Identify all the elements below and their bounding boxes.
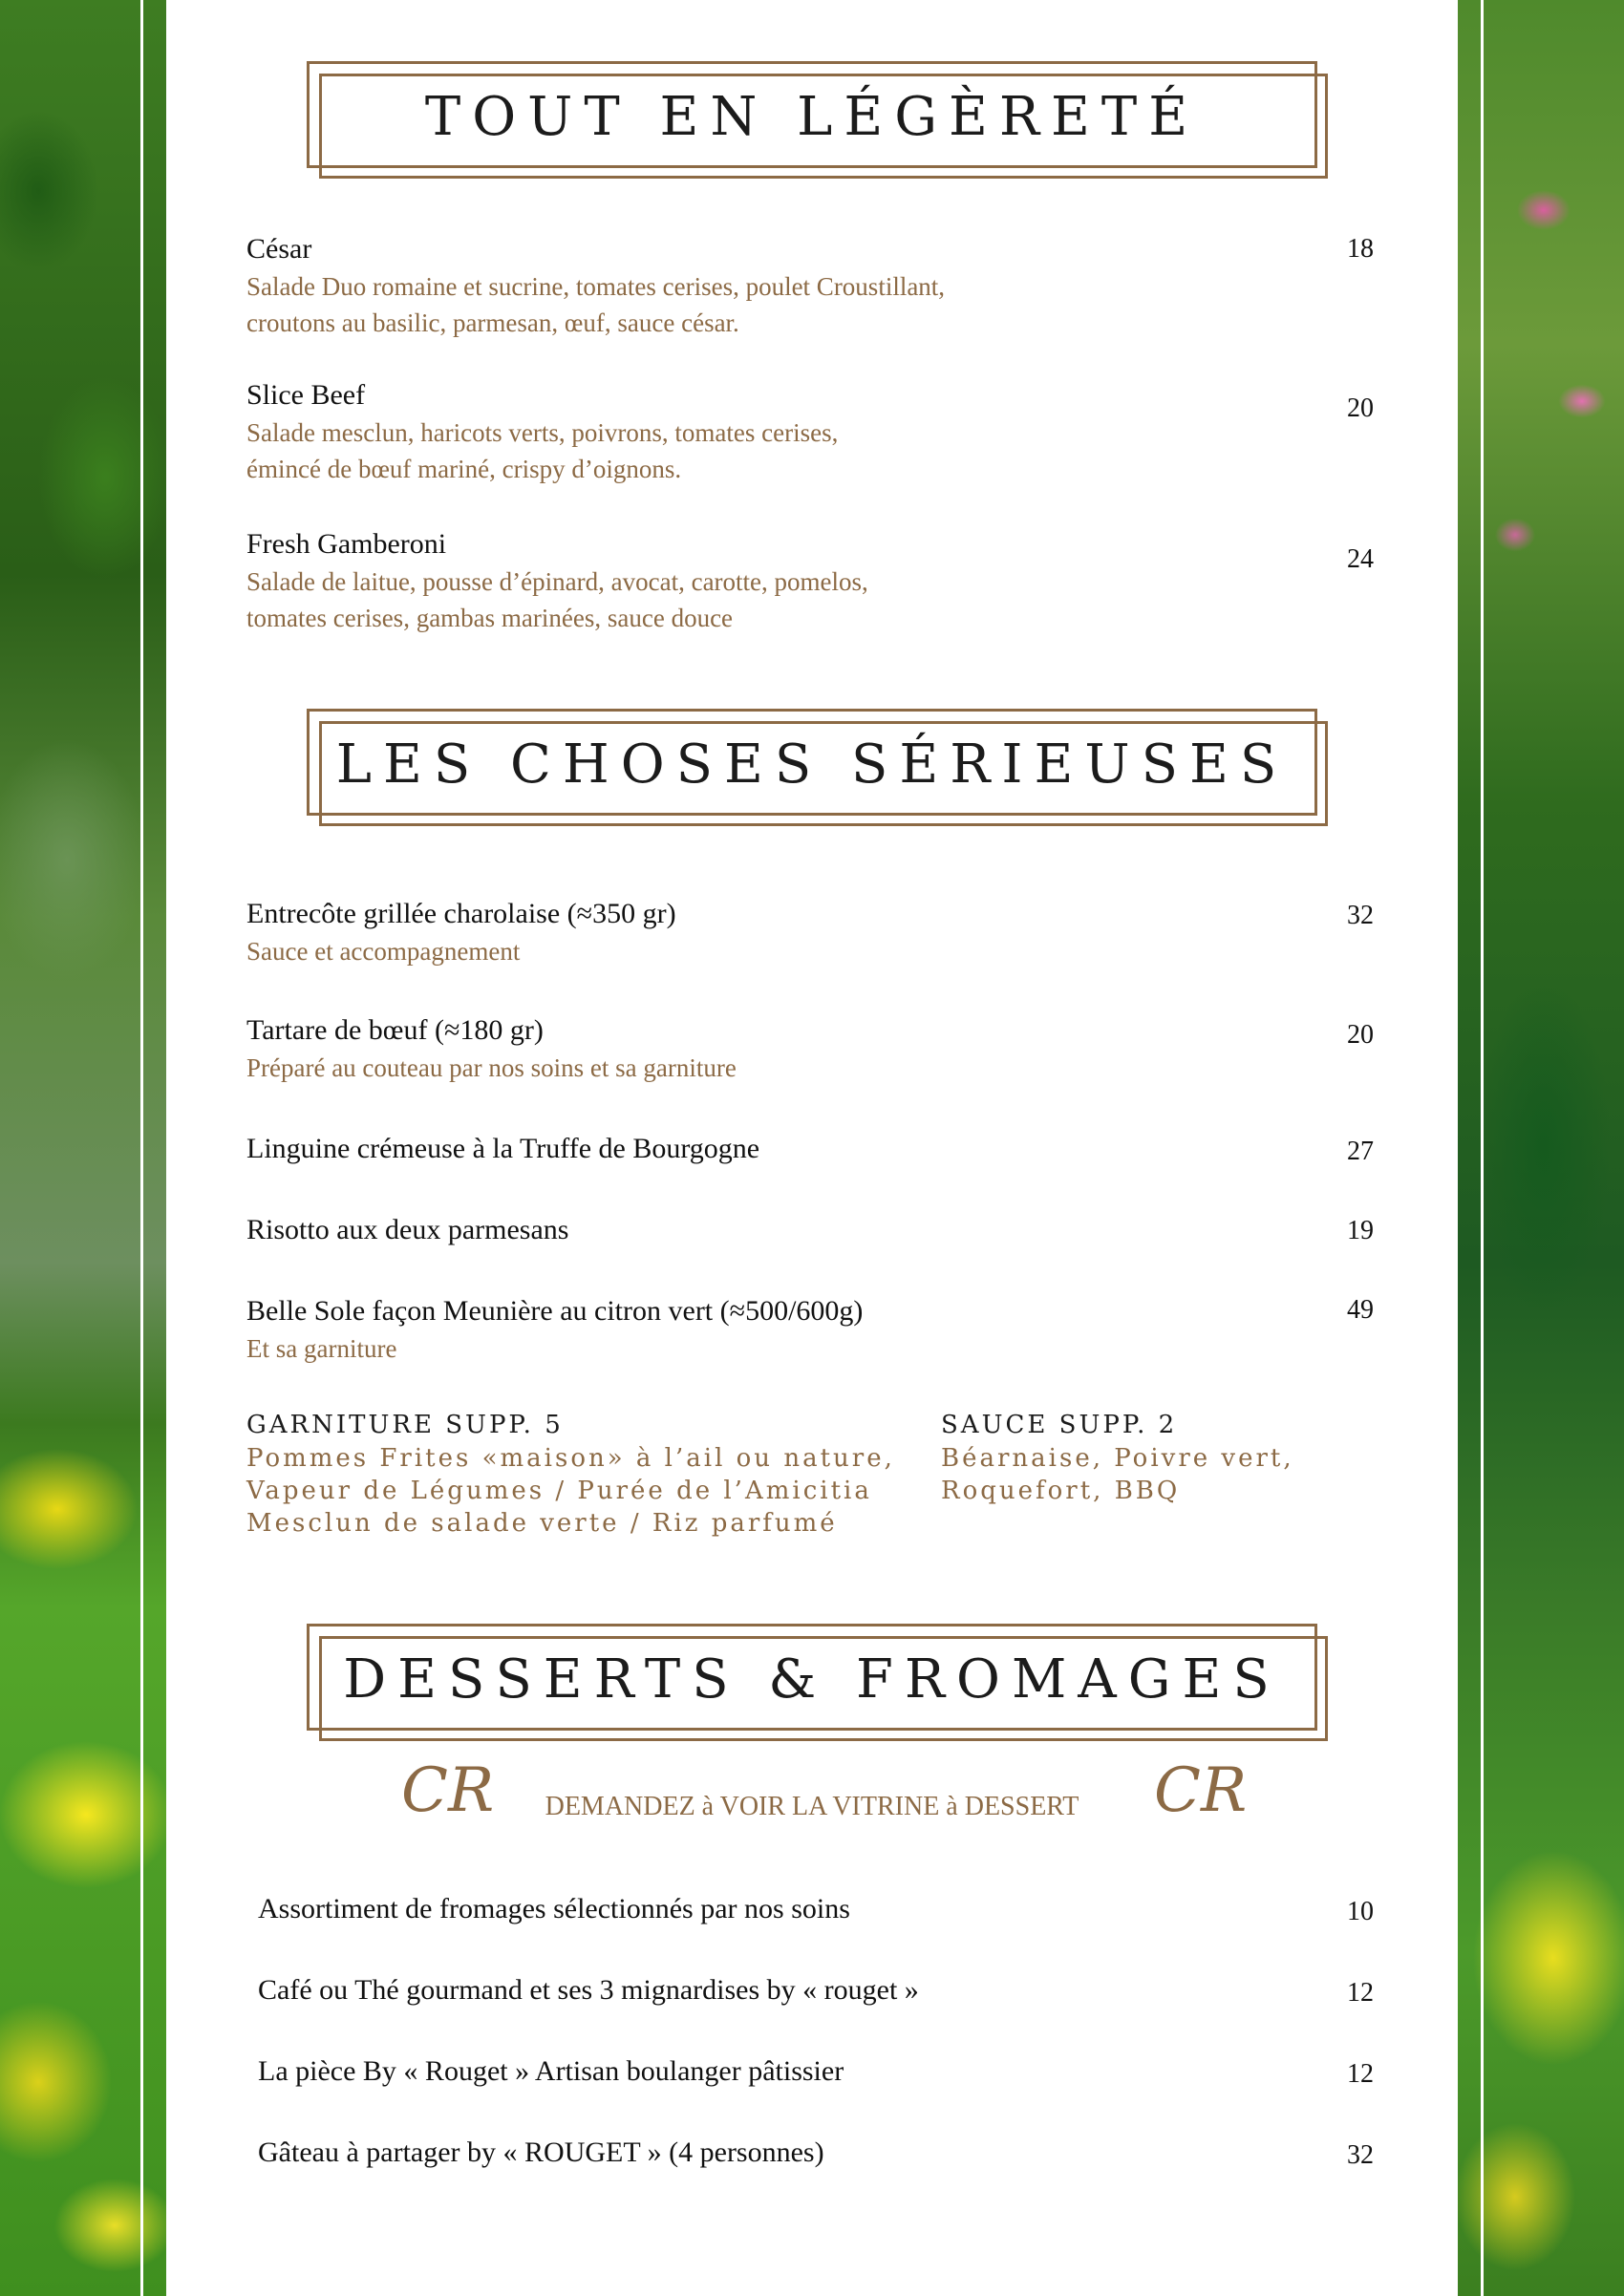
item-desc: Et sa garniture (246, 1334, 397, 1363)
section-title-light-text: TOUT EN LÉGÈRETÉ (424, 86, 1200, 149)
item-price: 32 (1347, 901, 1374, 930)
item-name: Fresh Gamberoni (246, 528, 447, 560)
dessert-item-gateau: Gâteau à partager by « ROUGET » (4 personnes) (258, 2137, 824, 2168)
cr-monogram-logo: CR (1154, 1755, 1248, 1826)
menu-item-linguine (246, 1130, 1374, 1168)
item-price: 20 (1347, 393, 1374, 423)
item-name: César (246, 233, 312, 265)
menu-item-tartare (246, 1011, 1374, 1086)
dessert-item-piece: La pièce By « Rouget » Artisan boulanger pâtissier (258, 2055, 844, 2087)
item-desc: Préparé au couteau par nos soins et sa garniture (246, 1053, 737, 1082)
menu-item-entrecote (246, 895, 1374, 969)
item-desc: Sauce et accompagnement (246, 937, 521, 966)
section-title-light (307, 61, 1317, 168)
item-price: 24 (1347, 544, 1374, 574)
sauce-head: SAUCE SUPP. 2 (941, 1411, 1178, 1439)
item-name: Linguine crémeuse à la Truffe de Bourgogne (246, 1133, 760, 1164)
item-name: Entrecôte grillée charolaise (≈350 gr) (246, 898, 676, 929)
garniture-head: GARNITURE SUPP. 5 (246, 1411, 564, 1439)
sauce-supplement (941, 1408, 1294, 1507)
garniture-supplement (246, 1408, 895, 1540)
menu-page (166, 0, 1458, 2296)
item-name: Slice Beef (246, 379, 366, 411)
menu-item-slice-beef (246, 376, 1374, 487)
item-name: Belle Sole façon Meunière au citron vert (≈500/600g) (246, 1295, 864, 1327)
cr-monogram-logo: CR (401, 1755, 495, 1826)
item-desc: tomates cerises, gambas marinées, sauce douce (246, 604, 734, 632)
item-price: 10 (1347, 1897, 1374, 1926)
dessert-item-cafe: Café ou Thé gourmand et ses 3 mignardises by « rouget » (258, 1974, 919, 2006)
item-price: 19 (1347, 1216, 1374, 1245)
garniture-line: Mesclun de salade verte / Riz parfumé (246, 1509, 838, 1538)
sauce-line: Béarnaise, Poivre vert, (941, 1444, 1294, 1473)
section-title-serious-text: LES CHOSES SÉRIEUSES (335, 733, 1289, 797)
item-price: 32 (1347, 2140, 1374, 2170)
item-name: Tartare de bœuf (≈180 gr) (246, 1014, 544, 1046)
dessert-vitrine-note: DEMANDEZ à VOIR LA VITRINE à DESSERT (545, 1792, 1079, 1821)
section-title-serious (307, 709, 1317, 816)
item-desc: croutons au basilic, parmesan, œuf, sauce césar. (246, 308, 739, 337)
right-border-line (1481, 0, 1484, 2296)
item-price: 12 (1347, 1978, 1374, 2008)
item-price: 18 (1347, 234, 1374, 264)
item-desc: Salade mesclun, haricots verts, poivrons, tomates cerises, (246, 418, 839, 447)
item-price: 20 (1347, 1020, 1374, 1050)
item-price: 12 (1347, 2059, 1374, 2089)
garniture-line: Vapeur de Légumes / Purée de l’Amicitia (246, 1477, 872, 1505)
menu-item-gamberoni (246, 525, 1374, 636)
item-desc: Salade Duo romaine et sucrine, tomates cerises, poulet Croustillant, (246, 272, 946, 301)
item-price: 27 (1347, 1137, 1374, 1166)
left-border-line (140, 0, 143, 2296)
dessert-item-fromages: Assortiment de fromages sélectionnés par nos soins (258, 1893, 850, 1924)
garniture-line: Pommes Frites «maison» à l’ail ou nature, (246, 1444, 895, 1473)
item-name: Risotto aux deux parmesans (246, 1214, 569, 1245)
item-desc: émincé de bœuf mariné, crispy d’oignons. (246, 455, 682, 483)
sauce-line: Roquefort, BBQ (941, 1477, 1181, 1505)
menu-item-sole (246, 1292, 1374, 1367)
section-title-desserts (307, 1624, 1317, 1731)
section-title-desserts-text: DESSERTS & FROMAGES (343, 1648, 1281, 1711)
item-price: 49 (1347, 1295, 1374, 1325)
menu-item-cesar (246, 230, 1374, 341)
menu-item-risotto (246, 1211, 1374, 1249)
item-desc: Salade de laitue, pousse d’épinard, avocat, carotte, pomelos, (246, 567, 868, 596)
